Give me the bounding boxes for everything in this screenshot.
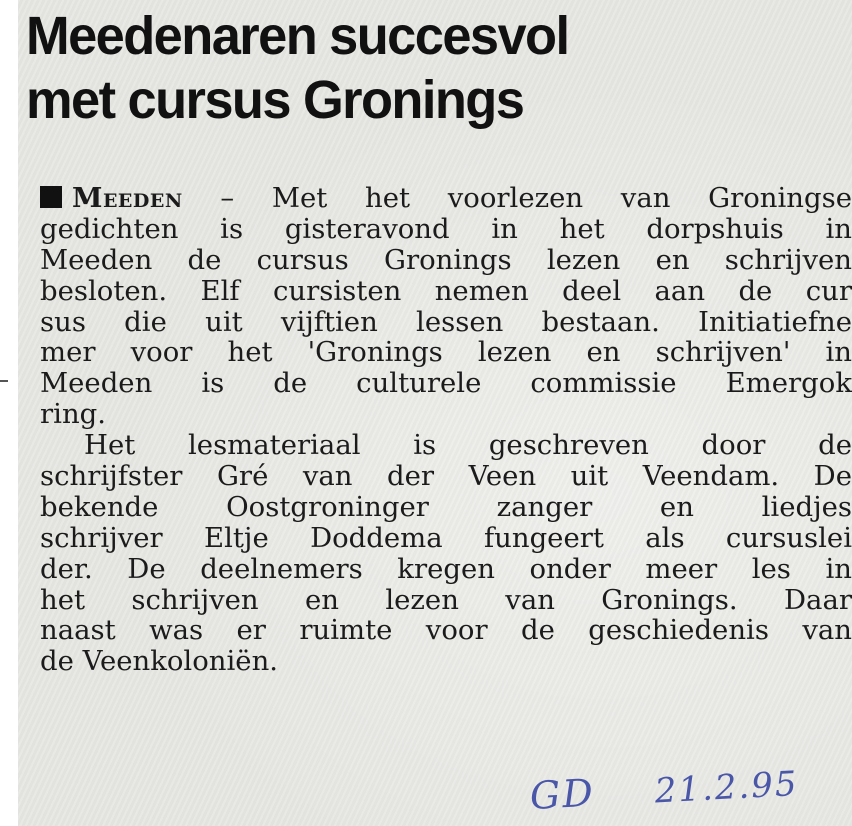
dateline: Meeden [72, 183, 183, 214]
article-row-2: gedichten is gisteravond in het dorpshuis in [40, 213, 852, 245]
article-row-4: besloten. Elf cursisten nemen deel aan de cur [40, 275, 852, 307]
handwritten-date: 21.2.95 [653, 763, 800, 812]
article-row-3: Meeden de cursus Gronings lezen en schrijven [40, 244, 852, 276]
article-row-8: ring. [40, 399, 106, 431]
article-row-12: schrijver Eltje Doddema fungeert als cursuslei [40, 522, 852, 554]
article-row-14: het schrijven en lezen van Gronings. Daar [40, 584, 852, 616]
article-row-6: mer voor het 'Gronings lezen en schrijven' in [40, 337, 852, 369]
article-row-5: sus die uit vijftien lessen bestaan. Initiatiefne [40, 306, 852, 338]
headline [26, 4, 569, 132]
headline-line-1: Meedenaren succesvol [26, 6, 569, 66]
article-row-13: der. De deelnemers kregen onder meer les in [40, 553, 852, 585]
article-row-1-text: Met het voorlezen van Groningse [271, 183, 852, 214]
dateline-dash: – [182, 183, 272, 214]
article-body [22, 183, 852, 677]
article-row-15: naast was er ruimte voor de geschiedenis van [40, 615, 852, 647]
handwritten-source: GD [528, 770, 596, 818]
article-row-1 [22, 183, 852, 214]
headline-line-2: met cursus Gronings [26, 70, 524, 130]
bullet-square-icon [40, 186, 62, 208]
article-row-9: Het lesmateriaal is geschreven door de [84, 430, 852, 462]
article-row-7: Meeden is de culturele commissie Emergok [40, 368, 852, 400]
article-row-16: de Veenkoloniën. [40, 646, 279, 678]
article-row-10: schrijfster Gré van der Veen uit Veendam. De [40, 461, 852, 492]
article-row-11: bekende Oostgroninger zanger en liedjes [40, 491, 852, 523]
margin-tick-mark [0, 380, 8, 382]
